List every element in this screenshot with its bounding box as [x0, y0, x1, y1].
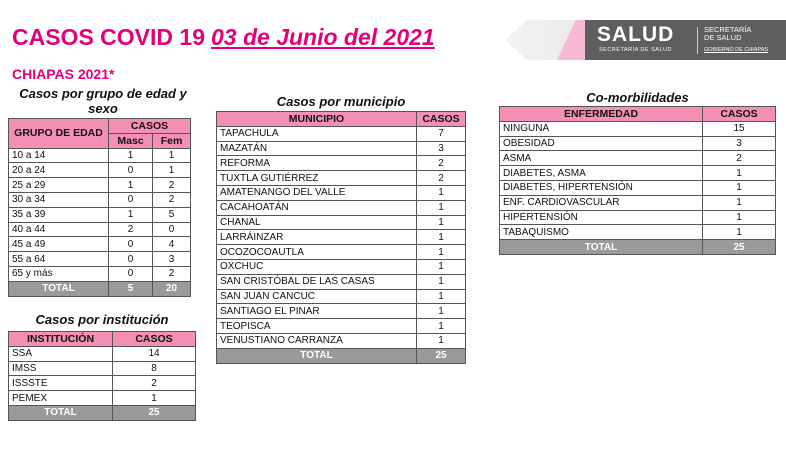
cell-nombre: SANTIAGO EL PINAR: [217, 304, 417, 319]
total-value: 25: [703, 240, 776, 255]
cell-casos: 14: [113, 346, 196, 361]
table-row: [217, 274, 466, 289]
cell-nombre: TEOPISCA: [217, 319, 417, 334]
col-casos: CASOS: [703, 107, 776, 122]
table-row: [500, 166, 776, 181]
comorbilidades-table: [499, 106, 776, 255]
cell-nombre: SAN JUAN CANCUC: [217, 289, 417, 304]
cell-fem: 2: [153, 266, 191, 281]
table-row: [9, 207, 191, 222]
col-grupo-edad: GRUPO DE EDAD: [9, 119, 109, 149]
cell-grupo: 40 a 44: [9, 222, 109, 237]
cell-casos: 8: [113, 361, 196, 376]
cell-casos: 1: [417, 333, 466, 348]
cell-nombre: ISSSTE: [9, 376, 113, 391]
table-row: [500, 225, 776, 240]
cell-casos: 1: [703, 195, 776, 210]
report-date: 03 de Junio del 2021: [211, 24, 435, 50]
cell-nombre: CACAHOATÁN: [217, 200, 417, 215]
table-row: [217, 259, 466, 274]
logo-right-line2: DE SALUD: [704, 33, 742, 42]
cell-masc: 1: [109, 207, 153, 222]
cell-fem: 1: [153, 148, 191, 163]
salud-logo: [505, 20, 786, 60]
cell-fem: 2: [153, 192, 191, 207]
cell-casos: 1: [703, 225, 776, 240]
col-fem: Fem: [153, 133, 191, 148]
cell-grupo: 65 y más: [9, 266, 109, 281]
table-row: [9, 178, 191, 193]
cell-casos: 1: [417, 274, 466, 289]
cell-casos: 1: [417, 304, 466, 319]
table-row: [217, 126, 466, 141]
table-row: [217, 215, 466, 230]
table-row: [217, 333, 466, 348]
table-row: [9, 376, 196, 391]
cell-nombre: NINGUNA: [500, 121, 703, 136]
cell-casos: 2: [113, 376, 196, 391]
institucion-caption: Casos por institución: [35, 312, 169, 327]
cell-nombre: OCOZOCOAUTLA: [217, 245, 417, 260]
total-masc: 5: [109, 281, 153, 296]
cell-casos: 1: [417, 200, 466, 215]
total-label: TOTAL: [500, 240, 703, 255]
institucion-table: [8, 331, 196, 421]
cell-grupo: 35 a 39: [9, 207, 109, 222]
cell-casos: 2: [703, 151, 776, 166]
col-institucion: INSTITUCIÓN: [9, 332, 113, 347]
cell-nombre: AMATENANGO DEL VALLE: [217, 185, 417, 200]
cell-fem: 2: [153, 178, 191, 193]
cell-masc: 0: [109, 266, 153, 281]
cell-masc: 0: [109, 252, 153, 267]
cell-nombre: LARRÁINZAR: [217, 230, 417, 245]
cell-grupo: 20 a 24: [9, 163, 109, 178]
cell-nombre: SAN CRISTÓBAL DE LAS CASAS: [217, 274, 417, 289]
cell-masc: 0: [109, 163, 153, 178]
cell-nombre: PEMEX: [9, 391, 113, 406]
cell-masc: 2: [109, 222, 153, 237]
table-row: [9, 361, 196, 376]
table-row: [500, 121, 776, 136]
comorbilidades-caption: Co-morbilidades: [586, 90, 689, 105]
table-row: [500, 210, 776, 225]
table-row: [217, 141, 466, 156]
logo-right-text: [704, 26, 768, 54]
table-row: [217, 230, 466, 245]
cell-casos: 1: [417, 185, 466, 200]
table-row: [9, 148, 191, 163]
table-row: [217, 304, 466, 319]
table-row: [9, 266, 191, 281]
table-row: [500, 195, 776, 210]
edad-caption: Casos por grupo de edad y sexo: [19, 86, 187, 116]
total-fem: 20: [153, 281, 191, 296]
cell-masc: 1: [109, 148, 153, 163]
cell-fem: 1: [153, 163, 191, 178]
cell-casos: 1: [417, 259, 466, 274]
cell-nombre: TUXTLA GUTIÉRREZ: [217, 171, 417, 186]
table-row: [500, 151, 776, 166]
cell-nombre: DIABETES, ASMA: [500, 166, 703, 181]
cell-grupo: 25 a 29: [9, 178, 109, 193]
total-value: 25: [113, 405, 196, 420]
cell-nombre: HIPERTENSIÓN: [500, 210, 703, 225]
table-row: [9, 163, 191, 178]
cell-nombre: SSA: [9, 346, 113, 361]
table-row: [9, 192, 191, 207]
edad-total-row: [9, 281, 191, 296]
cell-casos: 3: [703, 136, 776, 151]
col-enfermedad: ENFERMEDAD: [500, 107, 703, 122]
cell-grupo: 45 a 49: [9, 237, 109, 252]
cell-grupo: 30 a 34: [9, 192, 109, 207]
table-row: [500, 180, 776, 195]
table-row: [9, 222, 191, 237]
table-row: [217, 156, 466, 171]
state-heading: CHIAPAS 2021*: [12, 66, 115, 82]
title-text: CASOS COVID 19: [12, 24, 205, 50]
cell-nombre: OBESIDAD: [500, 136, 703, 151]
cell-casos: 1: [703, 180, 776, 195]
cell-nombre: VENUSTIANO CARRANZA: [217, 333, 417, 348]
comorbilidades-total-row: [500, 240, 776, 255]
cell-nombre: IMSS: [9, 361, 113, 376]
municipio-total-row: [217, 348, 466, 363]
total-value: 25: [417, 348, 466, 363]
cell-casos: 2: [417, 156, 466, 171]
total-label: TOTAL: [217, 348, 417, 363]
cell-fem: 0: [153, 222, 191, 237]
cell-grupo: 55 a 64: [9, 252, 109, 267]
cell-nombre: DIABETES, HIPERTENSIÓN: [500, 180, 703, 195]
cell-nombre: MAZATÁN: [217, 141, 417, 156]
cell-fem: 3: [153, 252, 191, 267]
cell-fem: 5: [153, 207, 191, 222]
cell-fem: 4: [153, 237, 191, 252]
cell-casos: 15: [703, 121, 776, 136]
total-label: TOTAL: [9, 281, 109, 296]
cell-casos: 7: [417, 126, 466, 141]
cell-nombre: OXCHUC: [217, 259, 417, 274]
col-casos: CASOS: [113, 332, 196, 347]
cell-nombre: TAPACHULA: [217, 126, 417, 141]
institucion-total-row: [9, 405, 196, 420]
cell-masc: 0: [109, 192, 153, 207]
col-casos: CASOS: [109, 119, 191, 134]
cell-casos: 1: [417, 245, 466, 260]
municipio-caption: Casos por municipio: [276, 94, 406, 109]
table-row: [217, 171, 466, 186]
page-title: [12, 24, 435, 51]
table-row: [217, 200, 466, 215]
table-row: [217, 245, 466, 260]
cell-casos: 1: [417, 215, 466, 230]
col-masc: Masc: [109, 133, 153, 148]
cell-nombre: REFORMA: [217, 156, 417, 171]
cell-masc: 0: [109, 237, 153, 252]
table-row: [9, 237, 191, 252]
table-row: [217, 289, 466, 304]
cell-grupo: 10 a 14: [9, 148, 109, 163]
logo-main-text: SALUD: [597, 23, 675, 46]
edad-table: [8, 118, 191, 297]
table-row: [9, 391, 196, 406]
cell-casos: 1: [417, 319, 466, 334]
table-row: [9, 252, 191, 267]
municipio-table: [216, 111, 466, 364]
table-row: [217, 185, 466, 200]
cell-casos: 1: [703, 210, 776, 225]
cell-casos: 1: [703, 166, 776, 181]
table-row: [217, 319, 466, 334]
cell-casos: 1: [417, 230, 466, 245]
col-casos: CASOS: [417, 112, 466, 127]
logo-sub-text: SECRETARÍA DE SALUD: [599, 47, 672, 53]
cell-casos: 2: [417, 171, 466, 186]
cell-masc: 1: [109, 178, 153, 193]
total-label: TOTAL: [9, 405, 113, 420]
col-municipio: MUNICIPIO: [217, 112, 417, 127]
cell-casos: 3: [417, 141, 466, 156]
cell-nombre: CHANAL: [217, 215, 417, 230]
table-row: [9, 346, 196, 361]
logo-separator: [697, 27, 698, 54]
cell-nombre: ENF. CARDIOVASCULAR: [500, 195, 703, 210]
cell-nombre: ASMA: [500, 151, 703, 166]
cell-casos: 1: [113, 391, 196, 406]
logo-right-line3: GOBIERNO DE CHIAPAS: [704, 47, 769, 53]
table-row: [500, 136, 776, 151]
cell-nombre: TABAQUISMO: [500, 225, 703, 240]
cell-casos: 1: [417, 289, 466, 304]
logo-right-line1: SECRETARÍA: [704, 25, 752, 34]
